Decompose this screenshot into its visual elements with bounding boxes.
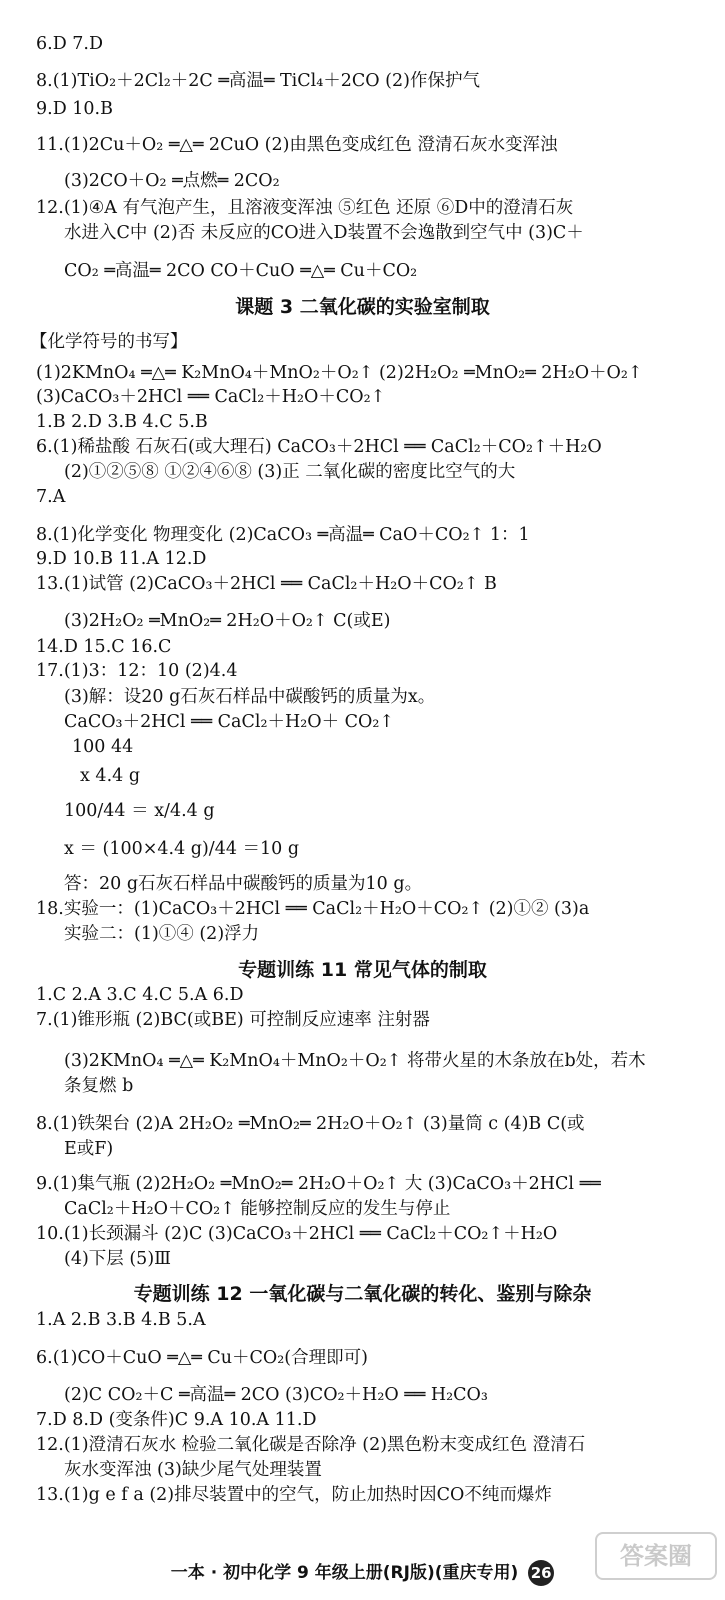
answer-line: CaCO₃＋2HCl ══ CaCl₂＋H₂O＋ CO₂↑: [64, 712, 395, 732]
answer-line: 【化学符号的书写】: [30, 332, 188, 352]
answer-line: 18.实验一：(1)CaCO₃＋2HCl ══ CaCl₂＋H₂O＋CO₂↑ (2)①② (3)a: [36, 899, 590, 919]
answer-line: 9.D 10.B: [36, 99, 113, 119]
watermark-logo: 答案圈: [595, 1532, 717, 1580]
answer-line: 6.D 7.D: [36, 34, 104, 54]
answer-line: (3)2KMnO₄ ═△═ K₂MnO₄＋MnO₂＋O₂↑ 将带火星的木条放在b处，若木: [64, 1051, 646, 1071]
answer-line: 6.(1)稀盐酸 石灰石(或大理石) CaCO₃＋2HCl ══ CaCl₂＋CO₂↑＋H₂O: [36, 437, 602, 457]
answer-line: 条复燃 b: [64, 1076, 134, 1096]
answer-line: (3)2H₂O₂ ═MnO₂═ 2H₂O＋O₂↑ C(或E): [64, 611, 391, 631]
answer-line: x 4.4 g: [80, 766, 141, 786]
answer-line: CaCl₂＋H₂O＋CO₂↑ 能够控制反应的发生与停止: [64, 1199, 451, 1219]
answer-line: 6.(1)CO＋CuO ═△═ Cu＋CO₂(合理即可): [36, 1348, 368, 1368]
page-number: 26: [528, 1560, 554, 1586]
answer-line: (3)解：设20 g石灰石样品中碳酸钙的质量为x。: [64, 687, 436, 707]
footer-text: 一本 · 初中化学 9 年级上册(RJ版)(重庆专用): [170, 1563, 519, 1583]
answer-line: 13.(1)g e f a (2)排尽装置中的空气，防止加热时因CO不纯而爆炸: [36, 1485, 552, 1505]
answer-line: 水进入C中 (2)否 未反应的CO进入D装置不会逸散到空气中 (3)C＋: [64, 223, 584, 243]
answer-line: CO₂ ═高温═ 2CO CO＋CuO ═△═ Cu＋CO₂: [64, 261, 418, 281]
answer-line: 8.(1)TiO₂＋2Cl₂＋2C ═高温═ TiCl₄＋2CO (2)作保护气: [36, 71, 480, 91]
answer-line: 1.A 2.B 3.B 4.B 5.A: [36, 1310, 206, 1330]
answer-line: 10.(1)长颈漏斗 (2)C (3)CaCO₃＋2HCl ══ CaCl₂＋CO₂↑＋H₂O: [36, 1224, 558, 1244]
section-heading: 专题训练 11 常见气体的制取: [238, 959, 487, 981]
answer-line: 7.A: [36, 487, 66, 507]
answer-line: (4)下层 (5)Ⅲ: [64, 1249, 172, 1269]
answer-line: (3)2CO＋O₂ ═点燃═ 2CO₂: [64, 171, 280, 191]
answer-line: 9.(1)集气瓶 (2)2H₂O₂ ═MnO₂═ 2H₂O＋O₂↑ 大 (3)CaCO₃＋2HCl ══: [36, 1174, 601, 1194]
answer-line: 实验二：(1)①④ (2)浮力: [64, 924, 260, 944]
answer-line: 7.D 8.D (变条件)C 9.A 10.A 11.D: [36, 1410, 317, 1430]
answer-line: 答：20 g石灰石样品中碳酸钙的质量为10 g。: [64, 874, 423, 894]
answer-line: (2)①②⑤⑧ ①②④⑥⑧ (3)正 二氧化碳的密度比空气的大: [64, 462, 516, 482]
answer-line: 12.(1)澄清石灰水 检验二氧化碳是否除净 (2)黑色粉末变成红色 澄清石: [36, 1435, 586, 1455]
answer-line: (3)CaCO₃＋2HCl ══ CaCl₂＋H₂O＋CO₂↑: [36, 387, 386, 407]
answer-line: (2)C CO₂＋C ═高温═ 2CO (3)CO₂＋H₂O ══ H₂CO₃: [64, 1385, 488, 1405]
answer-line: E或F): [64, 1139, 114, 1159]
answer-line: x ＝ (100×4.4 g)/44 ＝10 g: [64, 839, 300, 859]
answer-line: 7.(1)锥形瓶 (2)BC(或BE) 可控制反应速率 注射器: [36, 1010, 430, 1030]
section-heading: 专题训练 12 一氧化碳与二氧化碳的转化、鉴别与除杂: [133, 1283, 592, 1305]
answer-line: 100/44 ＝ x/4.4 g: [64, 801, 215, 821]
answer-line: 100 44: [72, 737, 134, 757]
answer-line: 11.(1)2Cu＋O₂ ═△═ 2CuO (2)由黑色变成红色 澄清石灰水变浑浊: [36, 135, 558, 155]
answer-line: 14.D 15.C 16.C: [36, 637, 172, 657]
answer-line: 17.(1)3：12：10 (2)4.4: [36, 661, 238, 681]
answer-line: 1.B 2.D 3.B 4.C 5.B: [36, 412, 208, 432]
answer-line: 12.(1)④A 有气泡产生，且溶液变浑浊 ⑤红色 还原 ⑥D中的澄清石灰: [36, 198, 574, 218]
answer-line: 9.D 10.B 11.A 12.D: [36, 549, 207, 569]
answer-line: 13.(1)试管 (2)CaCO₃＋2HCl ══ CaCl₂＋H₂O＋CO₂↑ B: [36, 574, 497, 594]
answer-line: 8.(1)铁架台 (2)A 2H₂O₂ ═MnO₂═ 2H₂O＋O₂↑ (3)量筒 c (4)B C(或: [36, 1114, 585, 1134]
section-heading: 课题 3 二氧化碳的实验室制取: [235, 296, 490, 318]
answer-line: 灰水变浑浊 (3)缺少尾气处理装置: [64, 1460, 322, 1480]
answer-line: 1.C 2.A 3.C 4.C 5.A 6.D: [36, 985, 244, 1005]
answer-line: (1)2KMnO₄ ═△═ K₂MnO₄＋MnO₂＋O₂↑ (2)2H₂O₂ ═MnO₂═ 2H₂O＋O₂↑: [36, 363, 643, 383]
answer-line: 8.(1)化学变化 物理变化 (2)CaCO₃ ═高温═ CaO＋CO₂↑ 1：1: [36, 525, 530, 545]
